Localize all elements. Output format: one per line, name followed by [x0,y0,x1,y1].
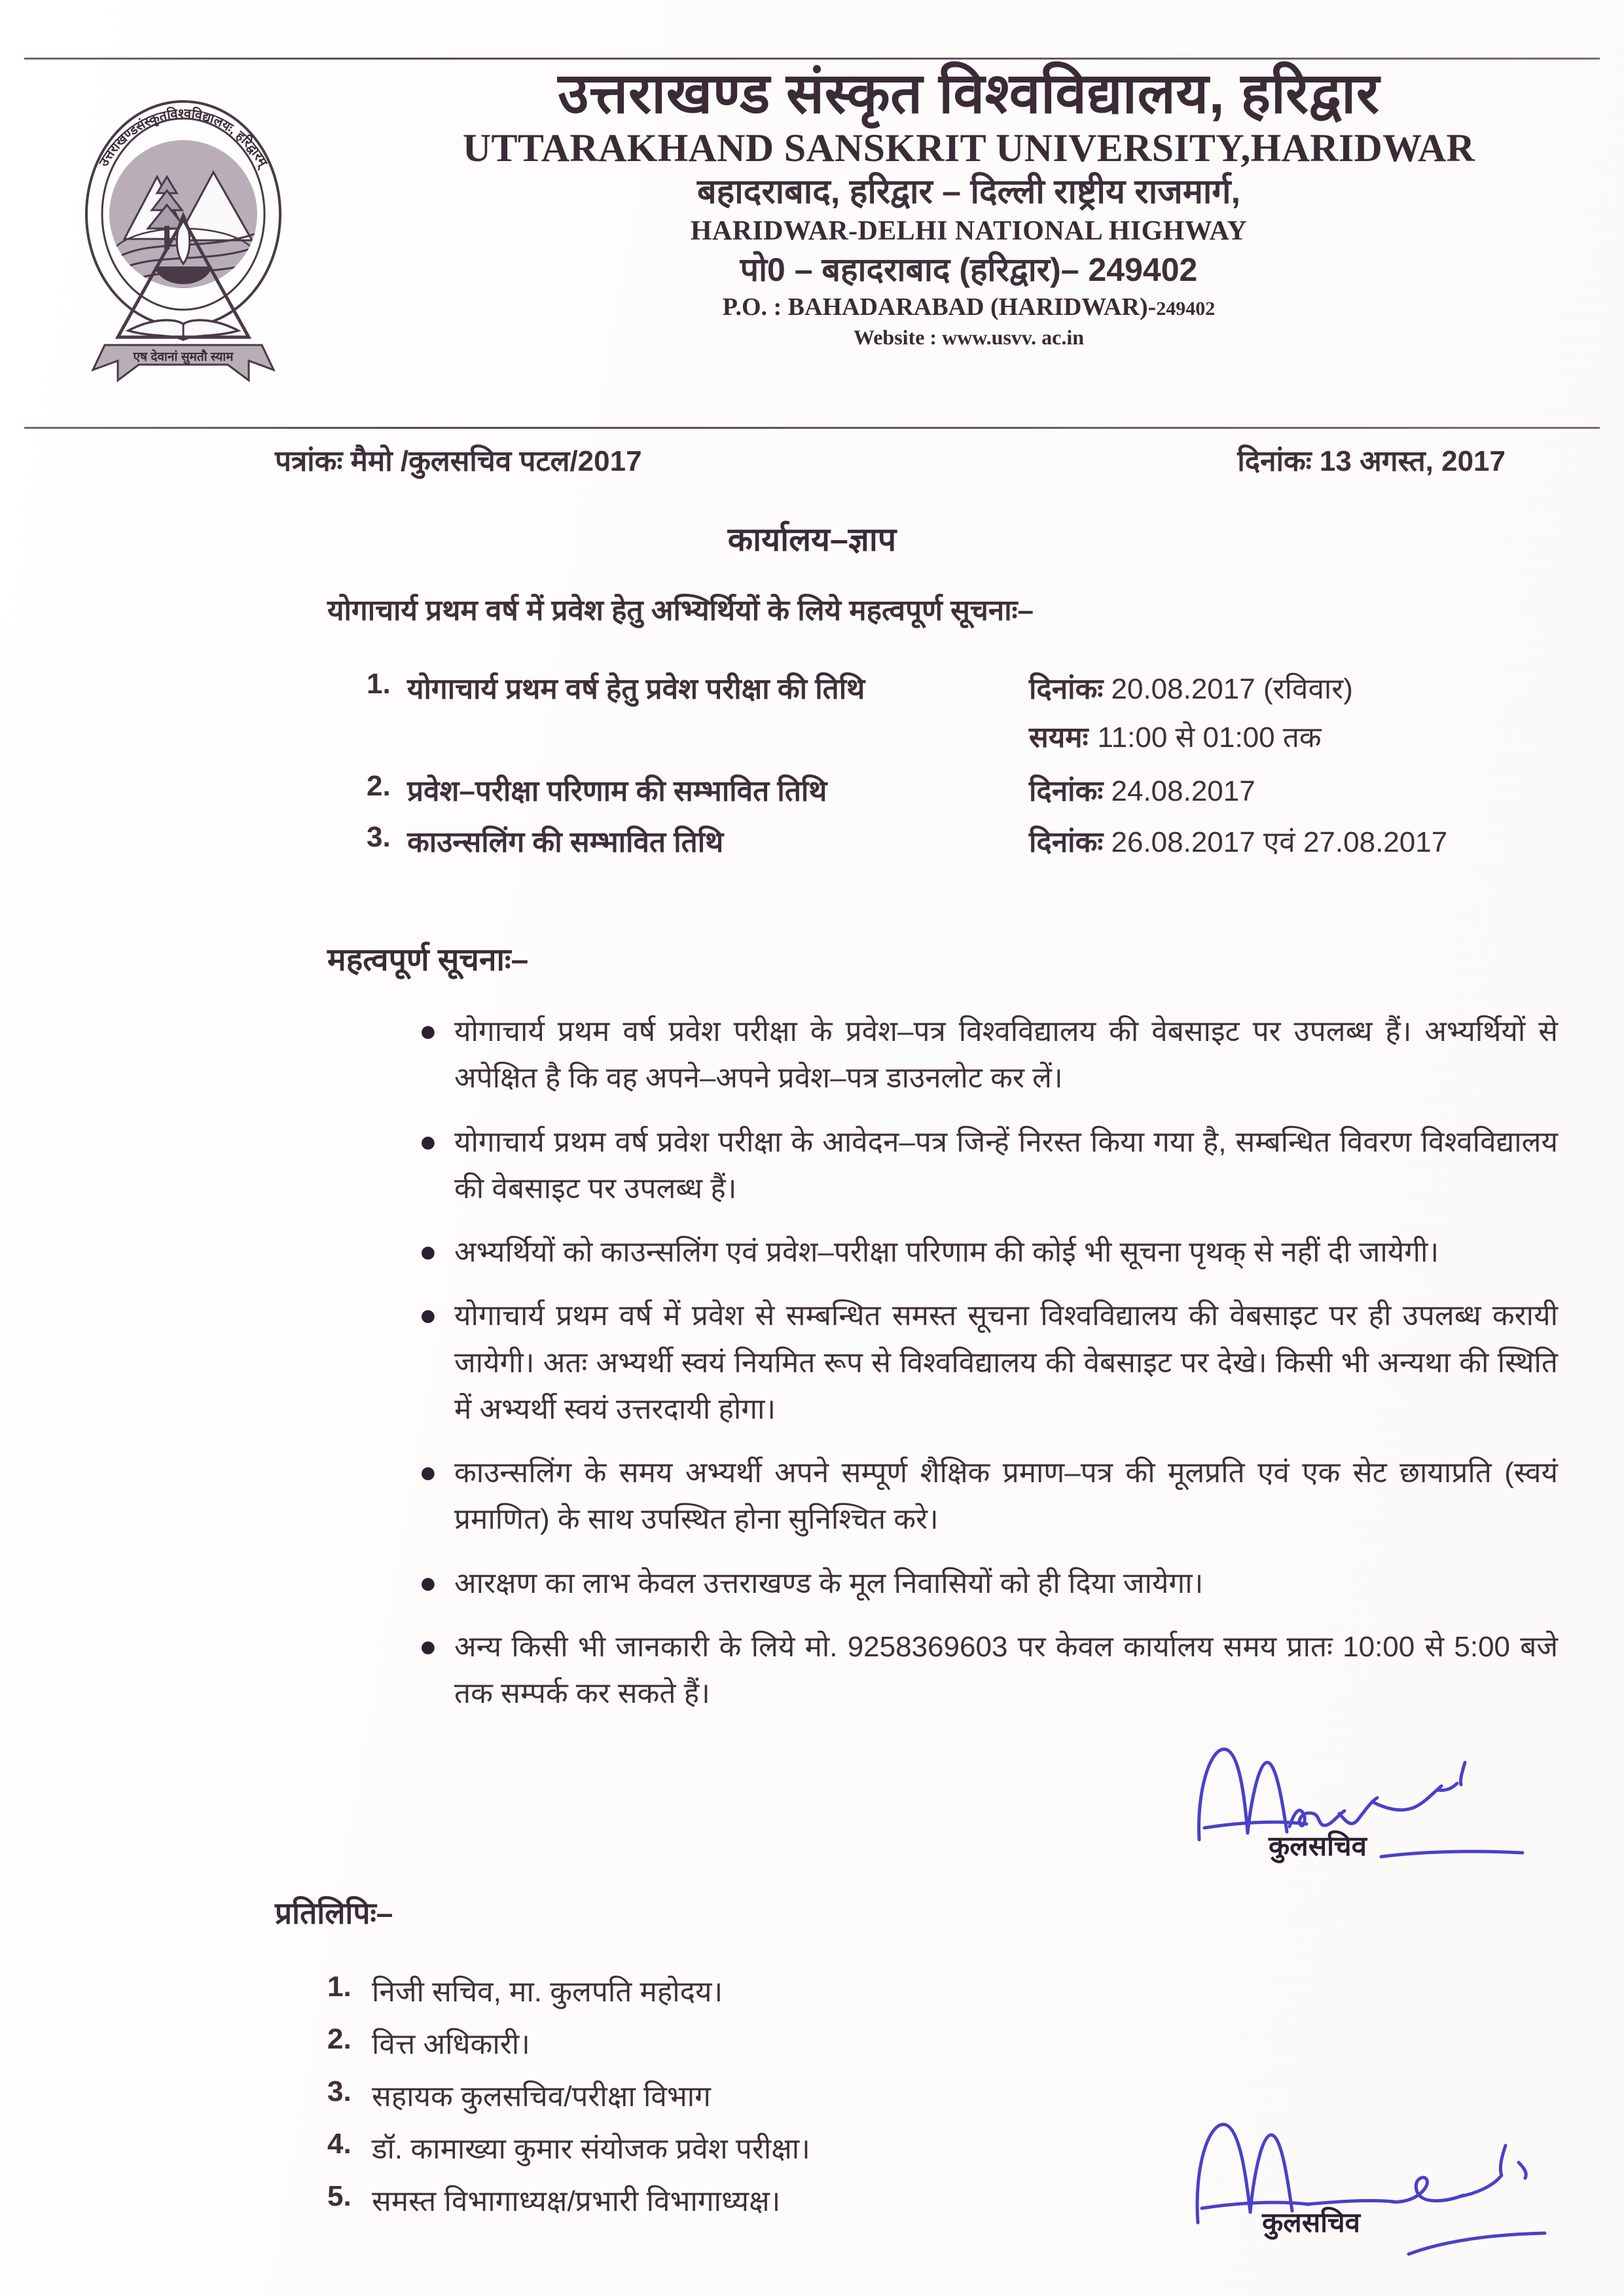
notice-item [419,1119,1558,1212]
header-top-rule [24,58,1600,60]
svg-text:एष देवानां सुमतौ स्याम: एष देवानां सुमतौ स्याम [133,350,234,364]
schedule-value-label: दिनांकः [1029,673,1104,705]
copy-item [327,2128,1178,2167]
postal-pin: 249402 [1156,297,1216,319]
schedule-number: 2. [367,770,391,802]
notice-item [419,1560,1558,1607]
bullet-icon: ● [419,1234,437,1269]
schedule-number: 3. [367,821,391,853]
schedule-value-label: दिनांकः [1029,826,1104,858]
schedule-time-value: 11:00 से 01:00 तक [1097,721,1322,754]
bullet-icon: ● [419,1455,437,1489]
letterhead [393,62,1545,349]
document-title: कार्यालय–ज्ञाप [727,521,897,558]
schedule-value [1029,821,1545,860]
copy-number: 3. [327,2075,352,2107]
important-notices-list [419,1008,1558,1734]
copy-text: वित्त अधिकारी। [372,2028,530,2060]
postal-english [393,295,1545,320]
schedule-number: 1. [367,668,391,700]
notice-item [419,1229,1558,1275]
schedule-value [1029,770,1545,809]
notice-item [419,1292,1558,1432]
postal-english-text: P.O. : BAHADARABAD (HARIDWAR)- [722,293,1157,321]
notice-text: अभ्यर्थियों को काउन्सलिंग एवं प्रवेश–परीक्षा परिणाम की कोई भी सूचना पृथक् से नहीं दी जायेगी। [454,1236,1439,1269]
copy-text: निजी सचिव, मा. कुलपति महोदय। [372,1976,723,2008]
notice-text: आरक्षण का लाभ केवल उत्तराखण्ड के मूल निवासियों को ही दिया जायेगा। [454,1567,1204,1599]
copy-item [327,2180,1178,2219]
copy-number: 4. [327,2128,352,2160]
notice-text: काउन्सलिंग के समय अभ्यर्थी अपने सम्पूर्ण शैक्षिक प्रमाण–पत्र की मूलप्रति एवं एक सेट छायाप्रति (स्वयं प्रमाणित) के साथ उपस्थित होना सुनिश्चित करे। [454,1457,1558,1536]
notice-text: अन्य किसी भी जानकारी के लिये मो. 9258369603 पर केवल कार्यालय समय प्रातः 10:00 से 5:00 बजे तक सम्पर्क कर सकते हैं। [454,1630,1558,1710]
bullet-icon: ● [419,1013,437,1048]
copy-text: समस्त विभागाध्यक्ष/प्रभारी विभागाध्यक्ष। [372,2185,781,2217]
schedule-row [367,668,1545,707]
copy-number: 2. [327,2023,352,2055]
university-name-hindi: उत्तराखण्ड संस्कृत विश्वविद्यालय, हरिद्वार [558,62,1380,125]
schedule-row [367,770,1545,809]
notice-text: योगाचार्य प्रथम वर्ष प्रवेश परीक्षा के आवेदन–पत्र जिन्हें निरस्त किया गया है, सम्बन्धित विवरण विश्वविद्यालय की वेबसाइट पर उपलब्ध हैं। [454,1125,1558,1205]
schedule-label: प्रवेश–परीक्षा परिणाम की सम्भावित तिथि [407,775,827,807]
copy-number: 1. [327,1971,352,2003]
copies-list [327,1971,1178,2232]
schedule-time-label: सयमः [1029,721,1089,754]
bullet-icon: ● [419,1123,437,1158]
schedule-value-text: 20.08.2017 (रविवार) [1111,673,1353,705]
copy-number: 5. [327,2180,352,2212]
registrar-signature-top [1185,1728,1591,1892]
signature-designation: कुलसचिव [1269,1831,1367,1861]
schedule-value-text: 24.08.2017 [1111,775,1255,807]
schedule-label: काउन्सलिंग की सम्भावित तिथि [407,826,724,858]
schedule-value-label: दिनांकः [1029,775,1104,807]
schedule-row [367,821,1545,860]
notice-text: योगाचार्य प्रथम वर्ष प्रवेश परीक्षा के प्रवेश–पत्र विश्वविद्यालय की वेबसाइट पर उपलब्ध हैं। अभ्यर्थियों से अपेक्षित है कि वह अपने–अपने प्रवेश–पत्र डाउनलोट कर लें। [454,1015,1558,1095]
schedule-value [1029,668,1545,707]
copy-text: डॉ. कामाख्या कुमार संयोजक प्रवेश परीक्षा। [372,2133,810,2165]
schedule-list [367,668,1545,872]
bullet-icon: ● [419,1298,437,1332]
header-bottom-rule [24,427,1600,429]
copy-item [327,2023,1178,2062]
notice-item [419,1624,1558,1717]
schedule-subrow [1029,716,1545,756]
address-english: HARIDWAR-DELHI NATIONAL HIGHWAY [690,215,1248,246]
university-name-english: UTTARAKHAND SANSKRIT UNIVERSITY,HARIDWAR [462,126,1475,170]
university-logo [52,62,314,390]
notice-item [419,1449,1558,1543]
svg-text:उत्तराखण्डसंस्कृतविश्वविद्यालय: उत्तराखण्डसंस्कृतविश्वविद्यालयः, हरिद्वारम् [96,106,270,170]
memo-date-value: 13 अगस्त, 2017 [1319,445,1506,477]
notice-text: योगाचार्य प्रथम वर्ष में प्रवेश से सम्बन्धित समस्त सूचना विश्वविद्यालय की वेबसाइट पर ही उपलब्ध करायी जायेगी। अतः अभ्यर्थी स्वयं नियमित रूप से विश्वविद्यालय की वेबसाइट पर देखे। किसी भी अन्यथा की स्थिति में अभ्यर्थी स्वयं उत्तरदायी होगा। [454,1300,1558,1425]
website-line: Website : www.usvv. ac.in [853,325,1085,349]
bullet-icon: ● [419,1565,437,1599]
memo-reference-value: मैमो /कुलसचिव पटल/2017 [350,445,642,477]
address-hindi: बहादराबाद, हरिद्वार – दिल्ली राष्ट्रीय राजमार्ग, [696,172,1241,211]
copy-item [327,1971,1178,2010]
registrar-signature-bottom [1178,2105,1584,2269]
memo-date-label: दिनांकः [1237,445,1312,477]
copy-item [327,2075,1178,2115]
signature-designation: कुलसचिव [1262,2207,1361,2238]
notice-item [419,1008,1558,1102]
postal-hindi: पो0 – बहादराबाद (हरिद्वार)– 249402 [740,251,1198,288]
intro-paragraph: योगाचार्य प्रथम वर्ष में प्रवेश हेतु अभ्यिर्थियों के लिये महत्वपूर्ण सूचनाः– [327,594,1034,627]
bullet-icon: ● [419,1628,437,1663]
memo-reference-label: पत्रांकः [275,445,343,477]
copies-heading: प्रतिलिपिः– [275,1896,393,1930]
memo-reference [275,440,642,479]
copy-text: सहायक कुलसचिव/परीक्षा विभाग [372,2081,711,2113]
important-notices-heading: महत्वपूर्ण सूचनाः– [327,943,529,977]
schedule-value-text: 26.08.2017 एवं 27.08.2017 [1111,826,1448,858]
schedule-label: योगाचार्य प्रथम वर्ष हेतु प्रवेश परीक्षा की तिथि [407,673,865,705]
memo-date [1237,440,1506,479]
memo-reference-line [275,440,1506,479]
